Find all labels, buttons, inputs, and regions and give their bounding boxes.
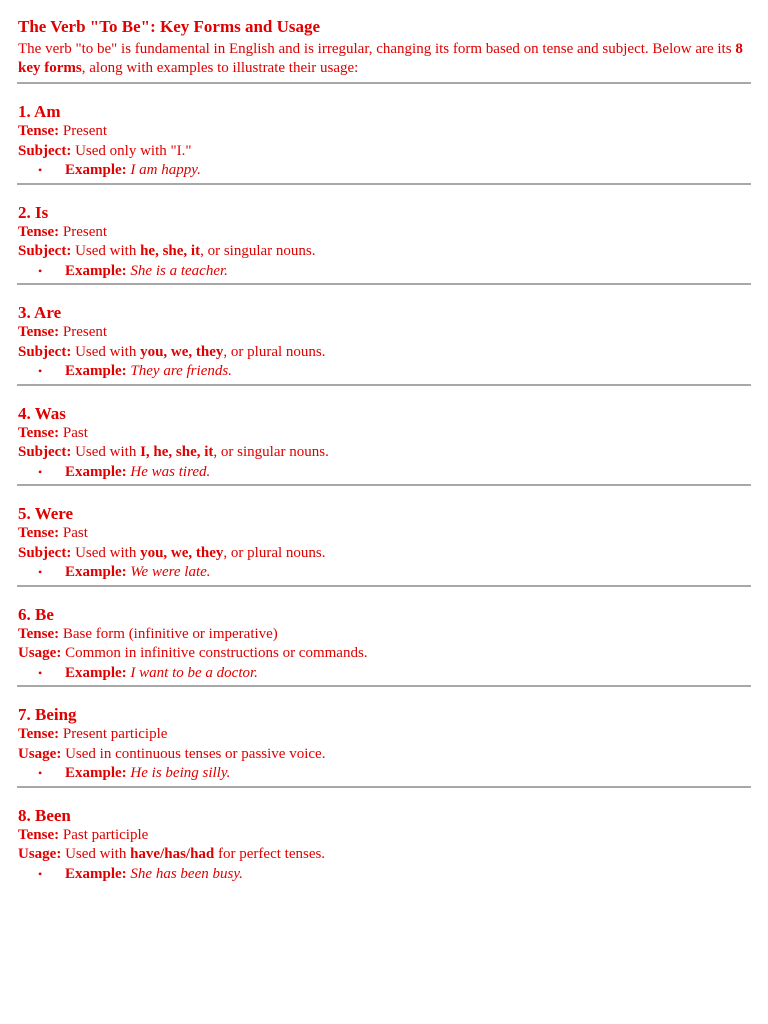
example-text: She has been busy. <box>130 865 243 882</box>
section-3 <box>18 285 750 386</box>
tense-label: Tense: <box>18 223 60 240</box>
subject-usage-text: Used with <box>75 243 141 259</box>
bullet-icon: • <box>38 866 43 881</box>
section-heading: 8. Been <box>18 805 71 825</box>
example-list-item <box>18 362 750 382</box>
example-text: I am happy. <box>130 162 201 178</box>
tense-value: Past participle <box>62 826 149 843</box>
subject-usage-bold: I, he, she, it <box>140 444 214 460</box>
section-2 <box>18 185 750 286</box>
page-title: The Verb "To Be": Key Forms and Usage <box>18 17 321 36</box>
section-1 <box>18 84 750 185</box>
intro-text-1: The verb "to be" is fundamental in English and is irregular, changing its form based on tense and subject. Below are its <box>18 41 736 57</box>
example-label: Example: <box>65 664 127 681</box>
tense-label: Tense: <box>18 324 60 340</box>
bullet-icon: • <box>38 464 43 479</box>
tense-line <box>18 122 750 142</box>
section-6 <box>18 587 750 688</box>
tense-label: Tense: <box>18 424 60 441</box>
example-label: Example: <box>65 564 127 580</box>
example-list-item <box>18 764 750 784</box>
tense-label: Tense: <box>18 525 60 541</box>
bullet-icon: • <box>38 263 43 278</box>
example-text: I want to be a doctor. <box>130 664 258 681</box>
tense-line <box>18 625 750 645</box>
section-heading: 4. Was <box>18 403 66 423</box>
example-list-item <box>18 161 750 181</box>
example-text: We were late. <box>130 564 211 580</box>
subject-usage-line <box>18 443 750 463</box>
subject-usage-text-end: , or singular nouns. <box>213 444 329 460</box>
intro-paragraph <box>18 40 750 78</box>
section-7 <box>18 687 750 788</box>
subject-usage-line <box>18 242 750 262</box>
tense-line <box>18 424 750 444</box>
tense-value: Base form (infinitive or imperative) <box>62 625 278 642</box>
tense-label: Tense: <box>18 123 60 139</box>
example-label: Example: <box>65 765 127 781</box>
subject-usage-label: Usage: <box>18 645 62 661</box>
bullet-icon: • <box>38 565 43 579</box>
example-label: Example: <box>65 363 127 379</box>
subject-usage-bold: you, we, they <box>140 343 224 360</box>
subject-usage-line <box>18 845 750 865</box>
section-heading: 1. Am <box>18 102 61 121</box>
tense-value: Present <box>62 324 108 340</box>
example-list-item <box>18 664 750 684</box>
tense-label: Tense: <box>18 826 60 843</box>
subject-usage-text-end: , or plural nouns. <box>223 343 326 360</box>
section-4 <box>18 386 750 487</box>
subject-usage-label: Subject: <box>18 444 72 460</box>
subject-usage-text: Used with <box>75 343 141 360</box>
intro-text-2: , along with examples to illustrate their usage: <box>81 60 359 76</box>
section-heading: 3. Are <box>18 303 62 322</box>
bullet-icon: • <box>38 364 43 378</box>
tense-label: Tense: <box>18 726 60 742</box>
example-text: He was tired. <box>130 463 211 480</box>
subject-usage-label: Subject: <box>18 142 72 159</box>
tense-value: Present <box>62 123 108 139</box>
subject-usage-label: Subject: <box>18 343 72 360</box>
subject-usage-line <box>18 745 750 765</box>
subject-usage-text: Used with <box>75 544 141 561</box>
subject-usage-bold: have/has/had <box>130 846 215 862</box>
section-8 <box>18 788 750 885</box>
example-list-item <box>18 563 750 583</box>
subject-usage-text-end: , or singular nouns. <box>200 243 316 259</box>
subject-usage-label: Subject: <box>18 243 72 259</box>
subject-usage-line <box>18 544 750 564</box>
tense-line <box>18 223 750 243</box>
section-heading: 7. Being <box>18 705 77 724</box>
tense-line <box>18 826 750 846</box>
tense-line <box>18 524 750 544</box>
section-heading: 5. Were <box>18 504 74 523</box>
intro-bold: 8 key forms <box>18 41 743 76</box>
subject-usage-text: Used only with "I." <box>75 142 192 159</box>
subject-usage-bold: you, we, they <box>140 544 224 561</box>
example-label: Example: <box>65 865 127 882</box>
example-label: Example: <box>65 262 127 279</box>
subject-usage-label: Usage: <box>18 745 62 762</box>
subject-usage-label: Subject: <box>18 544 72 561</box>
section-5 <box>18 486 750 587</box>
section-heading: 2. Is <box>18 202 49 222</box>
example-label: Example: <box>65 463 127 480</box>
tense-line <box>18 725 750 745</box>
example-label: Example: <box>65 162 127 178</box>
subject-usage-text: Used with <box>65 846 131 862</box>
bullet-icon: • <box>38 665 43 680</box>
bullet-icon: • <box>38 163 43 177</box>
tense-value: Past <box>62 525 88 541</box>
subject-usage-text-end: for perfect tenses. <box>214 846 326 862</box>
tense-line <box>18 323 750 343</box>
subject-usage-text-end: , or plural nouns. <box>223 544 326 561</box>
example-text: He is being silly. <box>130 765 231 781</box>
subject-usage-line <box>18 142 750 162</box>
bullet-icon: • <box>38 766 43 780</box>
subject-usage-text: Common in infinitive constructions or commands. <box>65 645 368 661</box>
example-list-item <box>18 865 750 885</box>
example-list-item <box>18 463 750 483</box>
tense-label: Tense: <box>18 625 60 642</box>
example-list-item <box>18 262 750 282</box>
subject-usage-bold: he, she, it <box>140 243 201 259</box>
tense-value: Past <box>62 424 88 441</box>
subject-usage-line <box>18 343 750 363</box>
subject-usage-label: Usage: <box>18 846 62 862</box>
subject-usage-text: Used with <box>75 444 141 460</box>
example-text: She is a teacher. <box>130 262 228 279</box>
tense-value: Present participle <box>62 726 168 742</box>
tense-value: Present <box>62 223 108 240</box>
subject-usage-line <box>18 644 750 664</box>
sections-container <box>18 84 750 884</box>
section-heading: 6. Be <box>18 604 54 624</box>
subject-usage-text: Used in continuous tenses or passive voice. <box>65 745 326 762</box>
example-text: They are friends. <box>130 363 232 379</box>
